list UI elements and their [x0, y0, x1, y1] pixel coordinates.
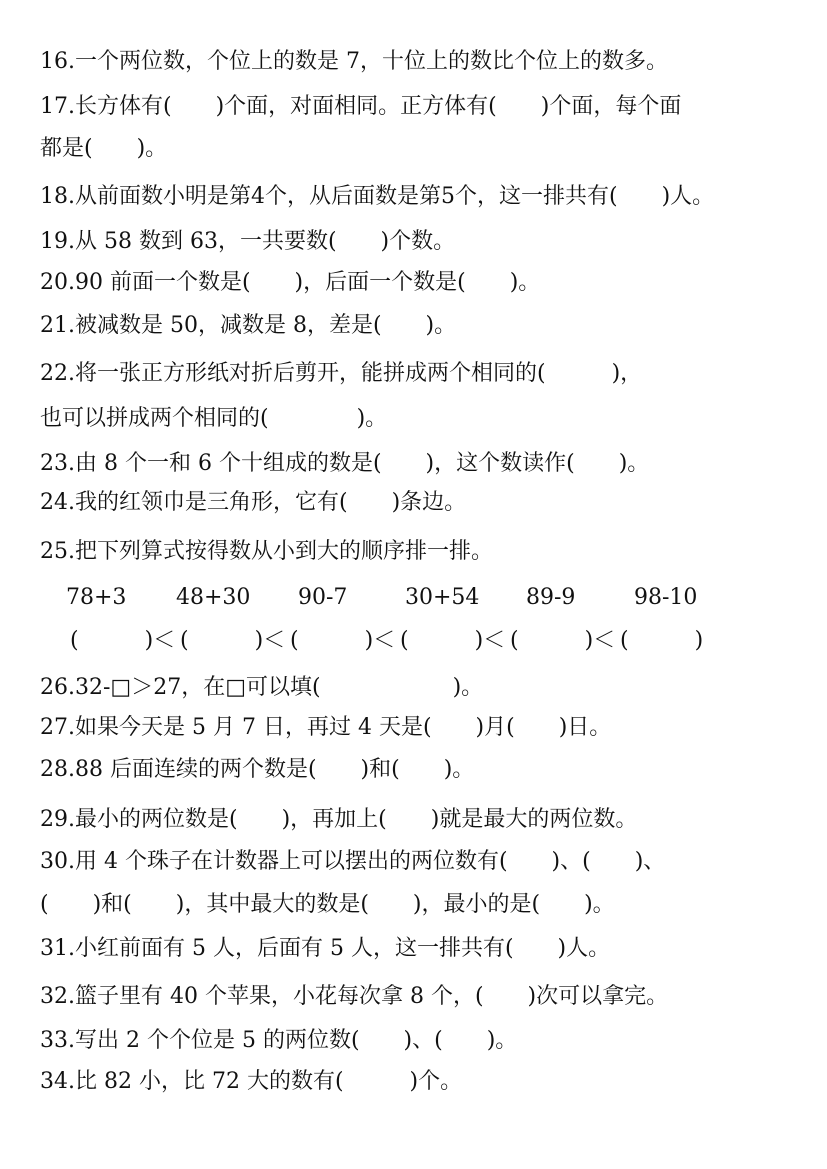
question-34: 34.比 82 小，比 72 大的数有( )个。	[40, 1069, 463, 1094]
question-28: 28.88 后面连续的两个数是( )和( )。	[40, 757, 475, 782]
question-29: 29.最小的两位数是( )，再加上( )就是最大的两位数。	[40, 807, 638, 832]
question-31: 31.小红前面有 5 人，后面有 5 人，这一排共有( )人。	[40, 936, 611, 961]
question-17-line2: 都是( )。	[40, 136, 168, 161]
question-18: 18.从前面数小明是第4个，从后面数是第5个，这一排共有( )人。	[40, 184, 715, 209]
question-27: 27.如果今天是 5 月 7 日，再过 4 天是( )月( )日。	[40, 715, 612, 740]
question-19: 19.从 58 数到 63，一共要数( )个数。	[40, 229, 456, 254]
question-16: 16.一个两位数，个位上的数是 7，十位上的数比个位上的数多。	[40, 49, 668, 74]
order-blank-6: ( )	[620, 628, 704, 653]
expression-4: 30+54	[405, 585, 480, 610]
expression-2: 48+30	[176, 585, 251, 610]
order-blank-5: ( )＜	[510, 628, 616, 653]
order-blank-2: ( )＜	[180, 628, 286, 653]
question-32: 32.篮子里有 40 个苹果，小花每次拿 8 个，( )次可以拿完。	[40, 984, 669, 1009]
expression-6: 98-10	[634, 585, 698, 610]
expression-3: 90-7	[298, 585, 348, 610]
order-answer-row	[0, 627, 827, 655]
order-blank-1: ( )＜	[70, 628, 176, 653]
question-22-line2: 也可以拼成两个相同的( )。	[40, 406, 388, 431]
question-33: 33.写出 2 个个位是 5 的两位数( )、( )。	[40, 1028, 518, 1053]
order-blank-4: ( )＜	[400, 628, 506, 653]
expression-row	[0, 584, 827, 612]
question-21: 21.被减数是 50，减数是 8，差是( )。	[40, 313, 457, 338]
question-26: 26.32-□＞27，在□可以填( )。	[40, 675, 484, 700]
question-20: 20.90 前面一个数是( )，后面一个数是( )。	[40, 270, 541, 295]
question-23: 23.由 8 个一和 6 个十组成的数是( )，这个数读作( )。	[40, 451, 650, 476]
expression-5: 89-9	[526, 585, 576, 610]
question-30-line1: 30.用 4 个珠子在计数器上可以摆出的两位数有( )、( )、	[40, 849, 666, 874]
expression-1: 78+3	[66, 585, 127, 610]
question-30-line2: ( )和( )，其中最大的数是( )，最小的是( )。	[40, 892, 615, 917]
order-blank-3: ( )＜	[290, 628, 396, 653]
question-25: 25.把下列算式按得数从小到大的顺序排一排。	[40, 539, 493, 564]
question-17-line1: 17.长方体有( )个面，对面相同。正方体有( )个面，每个面	[40, 94, 682, 119]
question-22-line1: 22.将一张正方形纸对折后剪开，能拼成两个相同的( )，	[40, 361, 643, 386]
question-24: 24.我的红领巾是三角形，它有( )条边。	[40, 490, 467, 515]
